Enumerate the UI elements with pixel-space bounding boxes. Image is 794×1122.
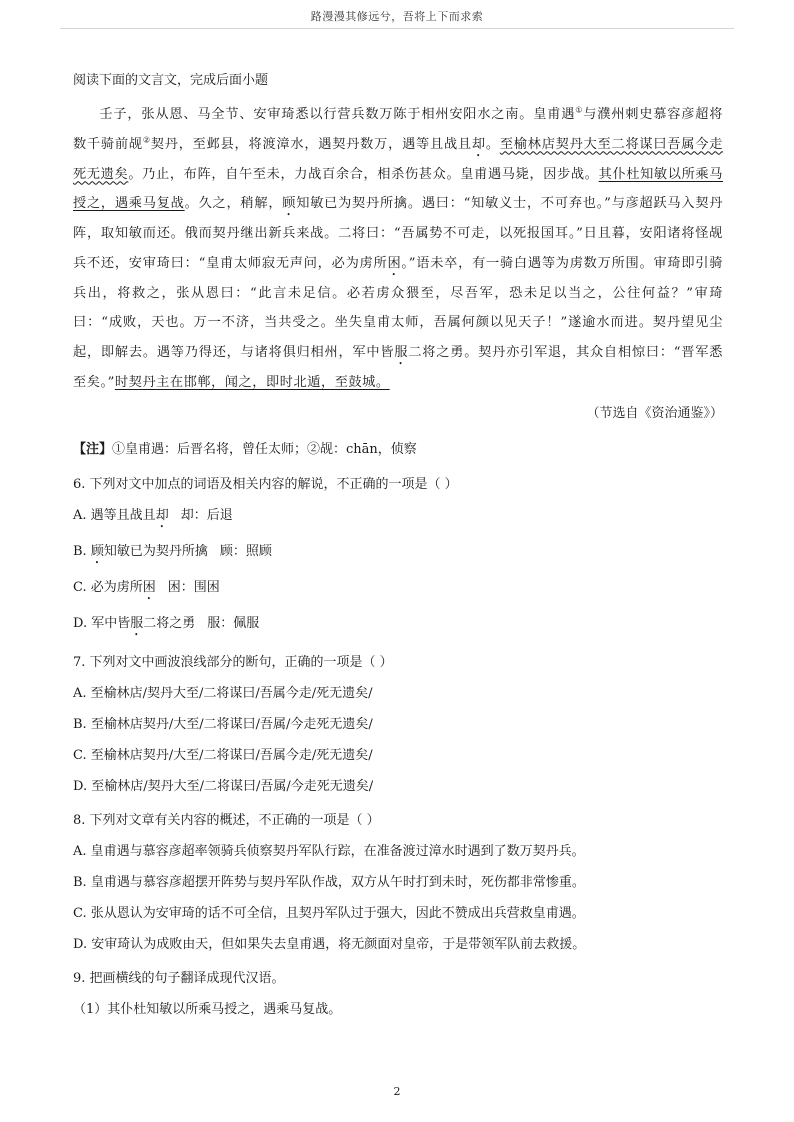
passage-text: 知敏已为契丹所擒。遇曰：“知敏义士，不可弃也。”与彦超跃马入契丹阵，取知敏而还。俄而契丹继出新兵来战。二将曰：“吾属势不可走，以死报国耳。”日且暮，安阳诸将怪觇兵不还，安审琦曰：“皇甫太师寂无声问，必为虏所 [73,196,723,271]
option-gloss: 服：佩服 [207,616,260,631]
question-6-option-a [73,506,723,531]
option-text: 二将之勇 [143,616,196,631]
question-8-title: 8. 下列对文章有关内容的概述，不正确的一项是（ ） [73,813,380,828]
dotted-word: 困 [142,580,156,595]
classical-chinese-passage [73,100,723,397]
option-text: 知敏已为契丹所擒 [103,544,208,559]
note-tag: 【注】 [73,442,113,457]
dotted-word-que: 却 [471,136,486,152]
passage-source: （节选自《资治通鉴》） [586,406,723,421]
option-gloss: 困：围困 [167,580,220,595]
option-gloss: 却：后退 [180,508,233,523]
reading-instruction: 阅读下面的文言文，完成后面小题 [73,73,269,88]
header-divider [60,28,734,29]
passage-text: 。乃止，布阵，自午至未，力战百余合，相杀伤甚众。皇甫遇马毙，因步战。 [128,166,599,182]
passage-text: 壬子，张从恩、马全节、安审琦悉以行营兵数万陈于相州安阳水之南。皇甫遇 [99,107,576,122]
question-9-sub-1: （1）其仆杜知敏以所乘马授之，遇乘马复战。 [73,1002,342,1017]
question-7-option-b: B. 至榆林店契丹/大至/二将谋曰/吾属/今走死无遗矣/ [73,717,373,732]
note-text: ①皇甫遇：后晋名将，曾任太师；②觇：chān，侦察 [112,442,417,457]
passage-text: 。久之，稍解， [184,196,283,211]
underlined-sentence-2: 时契丹主在邯郸，闻之，即时北遁，至鼓城。 [114,374,390,390]
question-8-option-b: B. 皇甫遇与慕容彦超摆开阵势与契丹军队作战，双方从午时打到未时，死伤都非常惨重。 [73,875,585,890]
footnote-marker-1: ① [575,105,584,115]
question-7-option-a: A. 至榆林店/契丹大至/二将谋曰/吾属今走/死无遗矣/ [73,686,373,701]
page-number: 2 [393,1085,401,1098]
passage-text: 与濮州刺史慕容彦超将数千骑前觇 [73,107,723,152]
question-8-option-d: D. 安审琦认为成败由天，但如果失去皇甫遇，将无颜面对皇帝，于是带领军队前去救援。 [73,937,586,952]
passage-text: 。”语未卒，有一骑白遇等为虏数万所围。审琦即引骑兵出，将救之，张从恩曰：“此言未足信。必若虏众猥至，尽吾军，恐未足以当之，公往何益？”审琦曰：“成败，天也。万一不济，当共受之。坐失皇甫太师，吾属何颜以见天子！”遂逾水而进。契丹望见尘起，即解去。遇等乃得还，与诸将俱归相州，军中皆 [73,255,723,360]
question-6-title: 6. 下列对文中加点的词语及相关内容的解说，不正确的一项是（ ） [73,477,458,492]
option-text: 遇等且战且 [90,508,156,523]
question-6-option-b [73,542,723,567]
wavy-underlined-sentence: 至榆林店契丹大至二将谋曰吾属今走死无遗矣 [73,136,723,182]
document-body [73,70,723,1020]
option-letter: D. [73,616,88,631]
annotation-note [73,439,723,461]
question-7-title: 7. 下列对文中画波浪线部分的断句，正确的一项是（ ） [73,655,393,670]
option-text: 必为虏所 [90,580,143,595]
question-6-option-d [73,614,723,639]
passage-text: 。 [485,136,500,152]
question-6-option-c [73,578,723,603]
underlined-sentence-1: 其仆杜知敏以所乘马授之，遇乘马复战 [73,166,723,211]
question-9-title: 9. 把画横线的句子翻译成现代汉语。 [73,971,285,986]
question-7-option-c: C. 至榆林店契丹/大至/二将谋曰/吾属今走/死无遗矣/ [73,748,373,763]
dotted-word: 顾 [90,544,104,559]
option-letter: C. [73,580,87,595]
question-8-option-a: A. 皇甫遇与慕容彦超率领骑兵侦察契丹军队行踪，在准备渡过漳水时遇到了数万契丹兵。 [73,844,585,859]
dotted-word: 服 [130,616,144,631]
footnote-marker-2: ② [142,135,151,145]
dotted-word-gu: 顾 [282,196,297,211]
option-letter: A. [73,508,87,523]
option-letter: B. [73,544,87,559]
option-text: 军中皆 [91,616,131,631]
dotted-word-kun: 困 [387,255,402,271]
passage-text: 契丹，至邺县，将渡漳水，遇契丹数万，遇等且战且 [150,136,472,152]
dotted-word-fu: 服 [394,344,409,360]
dotted-word: 却 [155,508,169,523]
page-header-motto: 路漫漫其修远兮，吾将上下而求索 [310,10,484,23]
option-gloss: 顾：照顾 [219,544,272,559]
question-8-option-c: C. 张从恩认为安审琦的话不可全信，且契丹军队过于强大，因此不赞成出兵营救皇甫遇。 [73,906,585,921]
question-7-option-d: D. 至榆林店/契丹大至/二将谋曰/吾属/今走死无遗矣/ [73,779,374,794]
passage-text: 二将之勇。契丹亦引军退，其众自相惊曰：“晋军悉至矣。” [73,344,723,390]
